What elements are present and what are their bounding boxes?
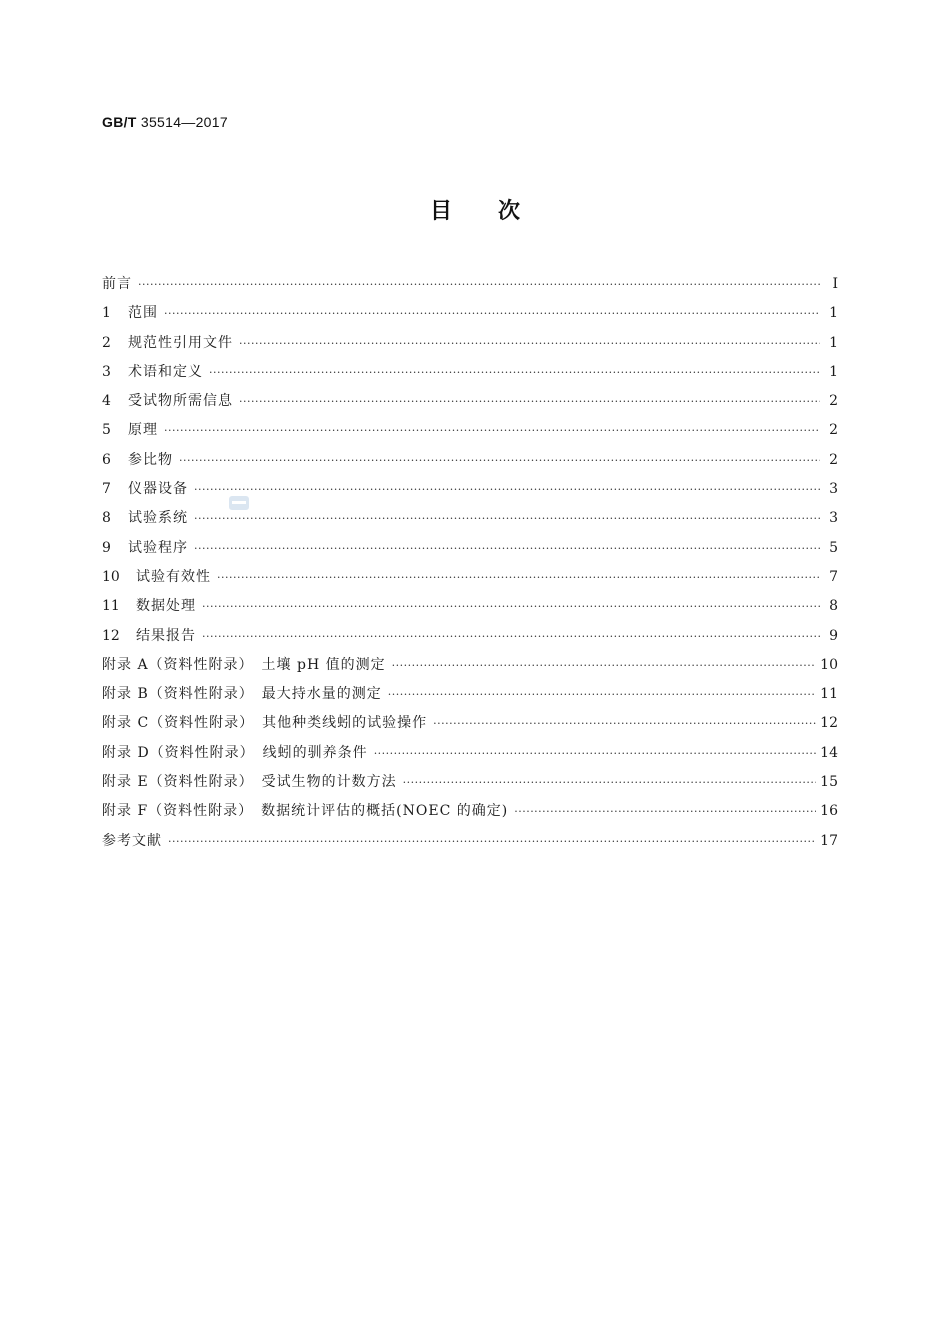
- toc-entry-label: 范围: [128, 305, 158, 322]
- toc-entry-page: 2: [829, 422, 838, 439]
- toc-entry[interactable]: [102, 831, 838, 860]
- toc-entry-number: 10: [102, 568, 120, 585]
- toc-entry[interactable]: [102, 450, 838, 479]
- toc-entry-page: 15: [820, 774, 838, 791]
- page-title: 目次: [429, 199, 566, 224]
- toc-entry-label: 附录 B（资料性附录） 最大持水量的测定: [102, 686, 382, 703]
- toc-entry-number: 2: [102, 334, 111, 351]
- toc-entry-page: 12: [820, 715, 838, 732]
- toc-dot-leader: [168, 832, 816, 852]
- toc-entry[interactable]: [102, 743, 838, 772]
- toc-dot-leader: [194, 509, 820, 529]
- toc-entry[interactable]: [102, 479, 838, 508]
- toc-entry-page: 11: [820, 686, 838, 703]
- toc-dot-leader: [388, 685, 816, 705]
- toc-dot-leader: [392, 656, 817, 676]
- toc-entry-number: 1: [102, 305, 111, 322]
- toc-entry[interactable]: [102, 626, 838, 655]
- toc-entry[interactable]: [102, 508, 838, 537]
- standard-code: [102, 114, 228, 130]
- toc-dot-leader: [239, 334, 820, 354]
- toc-entry-number: 6: [102, 451, 111, 468]
- toc-entry-number: 3: [102, 363, 111, 380]
- toc-entry-page: 2: [829, 451, 838, 468]
- toc-entry-page: 17: [820, 832, 838, 849]
- toc-entry-number: 5: [102, 422, 111, 439]
- toc-entry-page: 3: [829, 481, 838, 498]
- toc-entry-label: 数据处理: [136, 598, 196, 615]
- toc-entry[interactable]: [102, 362, 838, 391]
- toc-entry-number: 8: [102, 510, 111, 527]
- toc-dot-leader: [138, 275, 820, 295]
- toc-dot-leader: [194, 480, 820, 500]
- toc-entry-label: 原理: [128, 422, 158, 439]
- toc-entry-page: 3: [829, 510, 838, 527]
- toc-entry[interactable]: [102, 655, 838, 684]
- toc-entry-label: 仪器设备: [128, 481, 188, 498]
- toc-entry-number: 7: [102, 481, 111, 498]
- toc-entry-page: 7: [829, 568, 838, 585]
- toc-entry[interactable]: [102, 420, 838, 449]
- toc-entry-page: 1: [829, 334, 838, 351]
- toc-entry-label: 参考文献: [102, 832, 162, 849]
- toc-entry[interactable]: [102, 333, 838, 362]
- toc-entry[interactable]: [102, 772, 838, 801]
- toc-entry-label: 结果报告: [136, 627, 196, 644]
- toc-dot-leader: [239, 392, 820, 412]
- toc-entry-page: Ⅰ: [832, 276, 838, 292]
- toc-entry-number: 4: [102, 393, 111, 410]
- toc-entry-label: 附录 D（资料性附录） 线蚓的驯养条件: [102, 744, 368, 761]
- toc-entry-page: 14: [820, 744, 838, 761]
- toc-entry-label: 附录 E（资料性附录） 受试生物的计数方法: [102, 774, 397, 791]
- toc-dot-leader: [514, 802, 816, 822]
- toc-entry[interactable]: [102, 801, 838, 830]
- toc-entry-number: 11: [102, 598, 120, 615]
- toc-entry-page: 16: [820, 803, 838, 820]
- toc-dot-leader: [209, 363, 820, 383]
- toc-entry-number: 9: [102, 539, 111, 556]
- toc-dot-leader: [164, 304, 820, 324]
- toc-dot-leader: [194, 539, 820, 559]
- toc-entry-label: 术语和定义: [128, 363, 203, 380]
- toc-entry-label: 参比物: [128, 451, 173, 468]
- toc-entry-label: 试验程序: [128, 539, 188, 556]
- table-of-contents: [102, 274, 838, 860]
- toc-dot-leader: [164, 421, 820, 441]
- toc-dot-leader: [217, 568, 820, 588]
- toc-entry[interactable]: [102, 684, 838, 713]
- toc-entry[interactable]: [102, 303, 838, 332]
- toc-entry-number: 12: [102, 627, 120, 644]
- toc-dot-leader: [179, 451, 820, 471]
- toc-entry-label: 规范性引用文件: [128, 334, 233, 351]
- toc-entry[interactable]: [102, 713, 838, 742]
- toc-entry-page: 10: [820, 656, 838, 673]
- toc-entry-label: 前言: [102, 276, 132, 292]
- standard-number: 35514—2017: [140, 114, 228, 130]
- toc-entry-label: 试验系统: [128, 510, 188, 527]
- toc-entry[interactable]: [102, 391, 838, 420]
- toc-entry-label: 附录 C（资料性附录） 其他种类线蚓的试验操作: [102, 715, 428, 732]
- toc-entry-page: 9: [829, 627, 838, 644]
- toc-entry-page: 2: [829, 393, 838, 410]
- toc-entry-label: 附录 A（资料性附录） 土壤 pH 值的测定: [102, 656, 386, 673]
- standard-prefix: GB/T: [102, 114, 137, 130]
- toc-entry-page: 8: [829, 598, 838, 615]
- toc-entry[interactable]: [102, 538, 838, 567]
- toc-dot-leader: [374, 744, 816, 764]
- toc-dot-leader: [433, 714, 816, 734]
- toc-dot-leader: [202, 597, 820, 617]
- toc-entry-label: 试验有效性: [136, 568, 211, 585]
- toc-entry-label: 受试物所需信息: [128, 393, 233, 410]
- toc-dot-leader: [403, 773, 817, 793]
- toc-entry-page: 1: [829, 305, 838, 322]
- toc-entry[interactable]: [102, 596, 838, 625]
- toc-entry-page: 5: [829, 539, 838, 556]
- toc-dot-leader: [202, 627, 820, 647]
- toc-entry[interactable]: [102, 274, 838, 303]
- toc-entry-label: 附录 F（资料性附录） 数据统计评估的概括(NOEC 的确定): [102, 803, 509, 820]
- toc-entry[interactable]: [102, 567, 838, 596]
- toc-entry-page: 1: [829, 363, 838, 380]
